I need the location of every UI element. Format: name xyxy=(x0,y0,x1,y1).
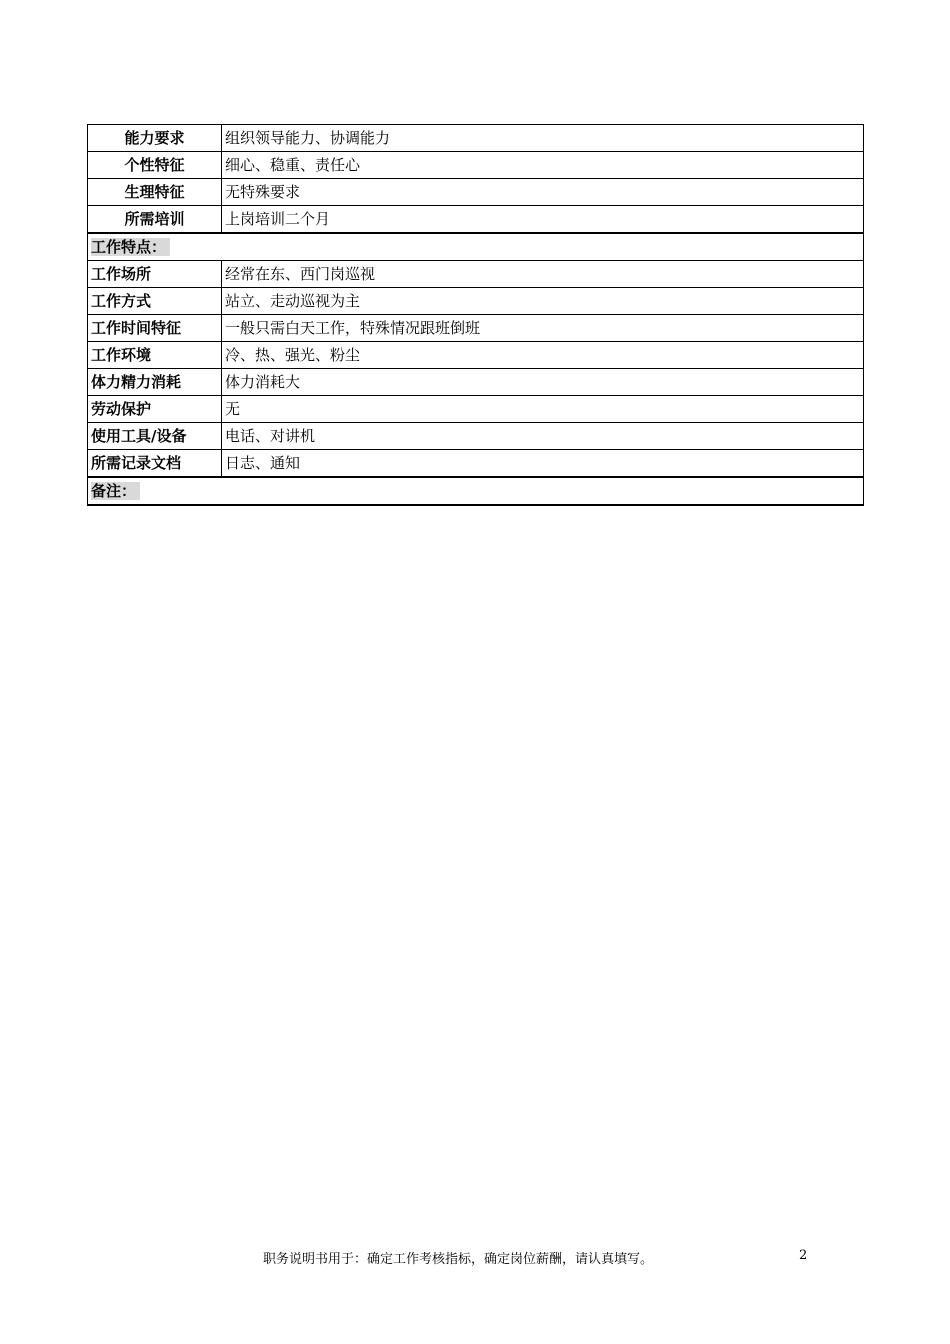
footer-note: 职务说明书用于：确定工作考核指标，确定岗位薪酬，请认真填写。 xyxy=(263,1252,654,1267)
section-title-remarks: 备注： xyxy=(91,482,140,500)
section-header-remarks xyxy=(88,477,864,505)
row-label: 工作环境 xyxy=(88,342,222,369)
row-value: 经常在东、西门岗巡视 xyxy=(222,261,864,288)
row-label: 工作时间特征 xyxy=(88,315,222,342)
job-description-table xyxy=(87,124,864,506)
section-header-work xyxy=(88,233,864,261)
table-row xyxy=(88,288,864,315)
row-label: 生理特征 xyxy=(88,179,222,206)
row-label: 所需培训 xyxy=(88,206,222,234)
row-value: 无 xyxy=(222,396,864,423)
row-value: 站立、走动巡视为主 xyxy=(222,288,864,315)
section-title-work: 工作特点： xyxy=(91,238,170,256)
table-row xyxy=(88,206,864,234)
row-value: 细心、稳重、责任心 xyxy=(222,152,864,179)
table-row xyxy=(88,396,864,423)
row-value: 冷、热、强光、粉尘 xyxy=(222,342,864,369)
table-row xyxy=(88,261,864,288)
row-value: 组织领导能力、协调能力 xyxy=(222,125,864,152)
row-label: 工作方式 xyxy=(88,288,222,315)
row-label: 工作场所 xyxy=(88,261,222,288)
row-value: 无特殊要求 xyxy=(222,179,864,206)
table-row xyxy=(88,369,864,396)
table-row xyxy=(88,423,864,450)
row-value: 上岗培训二个月 xyxy=(222,206,864,234)
row-value: 一般只需白天工作，特殊情况跟班倒班 xyxy=(222,315,864,342)
table-row xyxy=(88,152,864,179)
row-label: 所需记录文档 xyxy=(88,450,222,478)
row-label: 体力精力消耗 xyxy=(88,369,222,396)
row-label: 能力要求 xyxy=(88,125,222,152)
row-value: 体力消耗大 xyxy=(222,369,864,396)
row-label: 个性特征 xyxy=(88,152,222,179)
row-label: 使用工具/设备 xyxy=(88,423,222,450)
row-value: 日志、通知 xyxy=(222,450,864,478)
table-row xyxy=(88,179,864,206)
row-value: 电话、对讲机 xyxy=(222,423,864,450)
table-row xyxy=(88,450,864,478)
table-row xyxy=(88,342,864,369)
row-label: 劳动保护 xyxy=(88,396,222,423)
table-row xyxy=(88,125,864,152)
table-row xyxy=(88,315,864,342)
page-number: 2 xyxy=(799,1248,808,1263)
